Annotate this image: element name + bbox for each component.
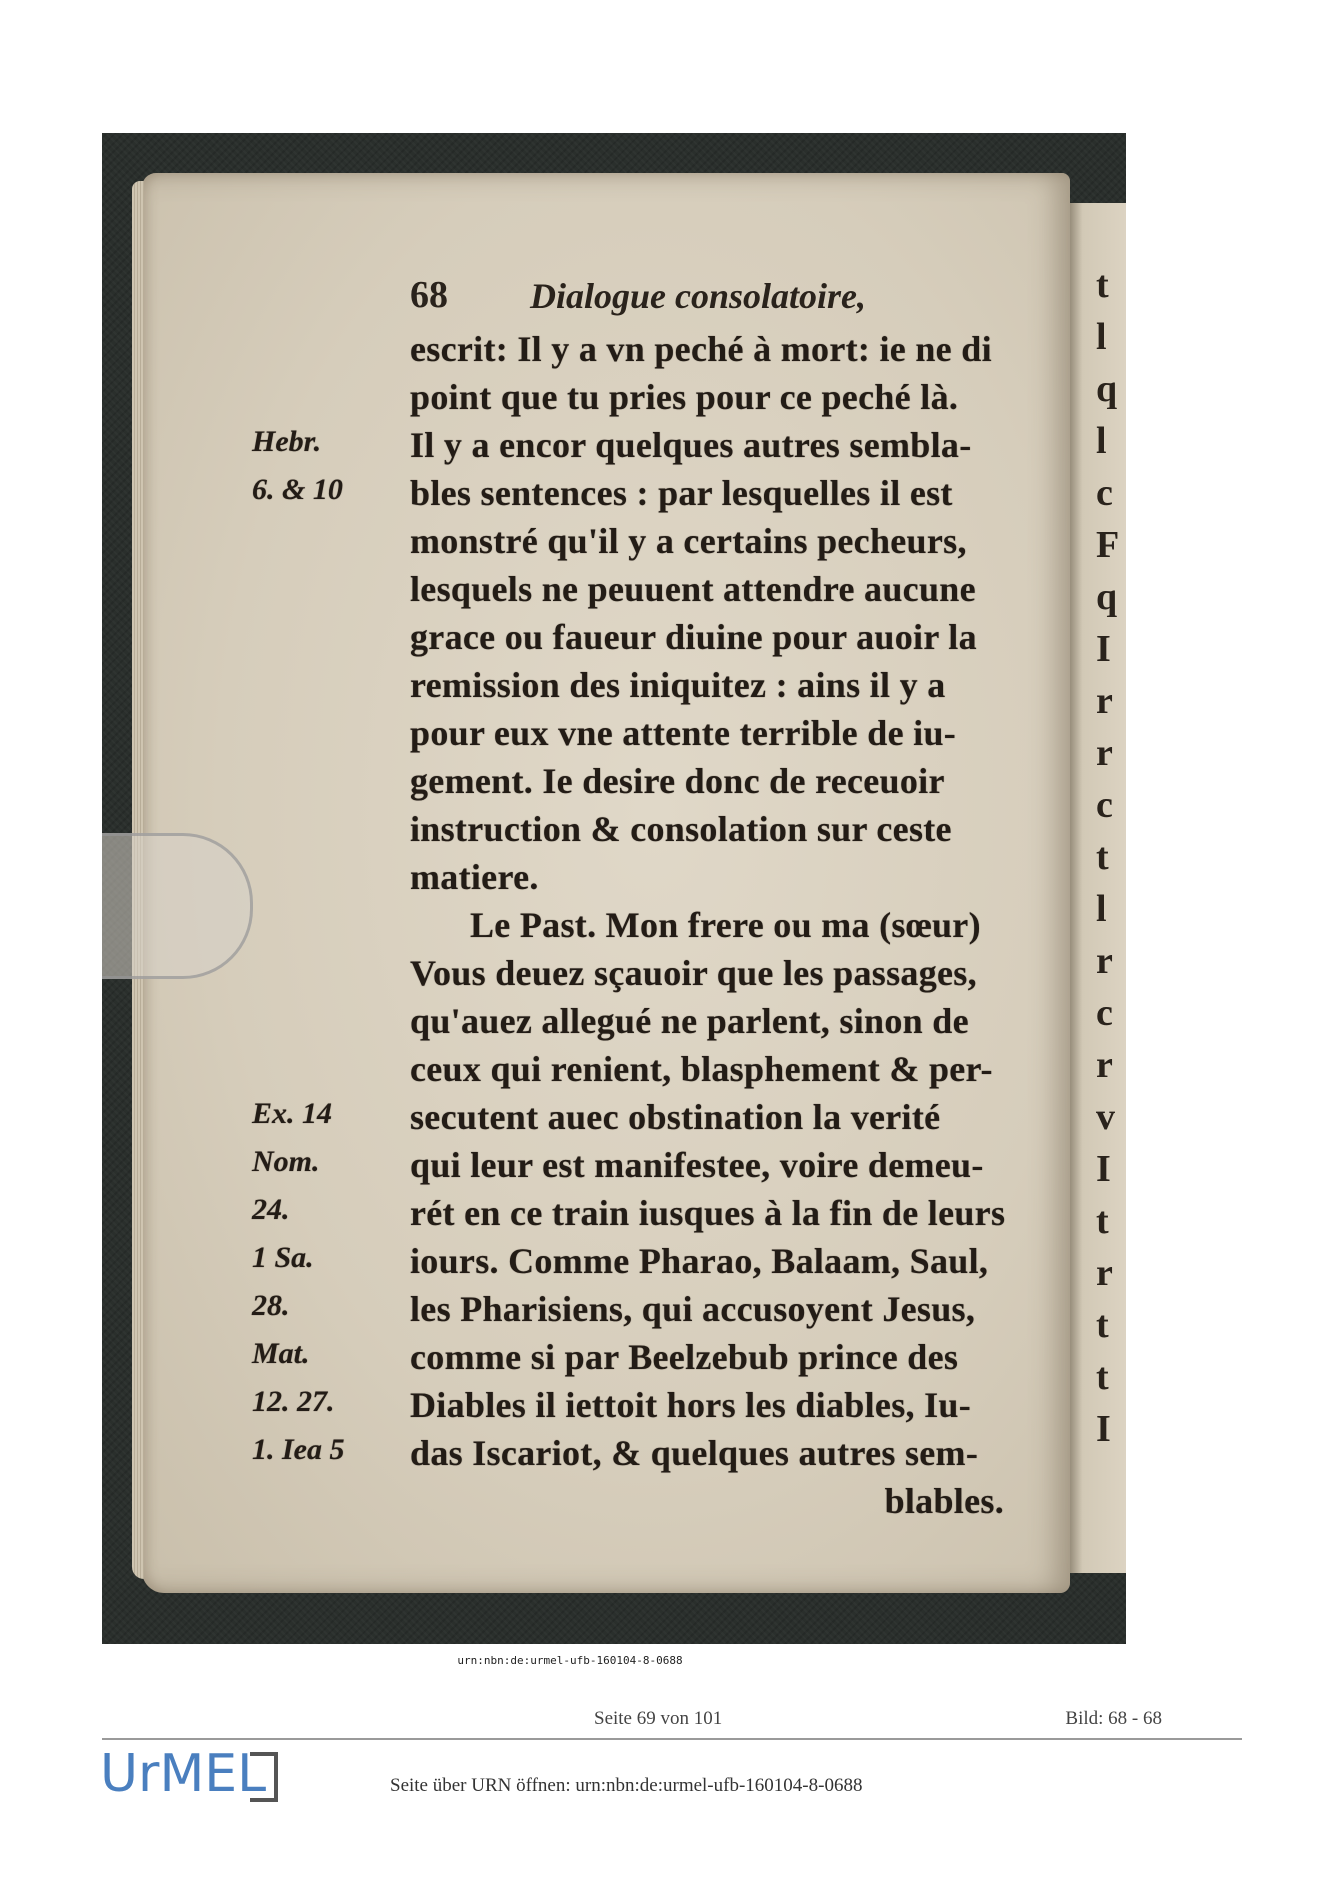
logo-text: UrMEL — [100, 1744, 267, 1804]
text-line: les Pharisiens, qui accusoyent Jesus, — [410, 1289, 976, 1329]
text-line: comme si par Beelzebub prince des — [410, 1337, 959, 1377]
footer-divider — [102, 1738, 1242, 1740]
facing-page-glyph: l — [1096, 316, 1107, 358]
page-counter: Seite 69 von 101 — [594, 1708, 723, 1729]
page-text — [410, 325, 1010, 1525]
book-page — [142, 173, 1070, 1593]
facing-page-glyph: I — [1096, 1148, 1111, 1190]
facing-page-glyph: c — [1096, 472, 1113, 514]
text-line: instruction & consolation sur ceste — [410, 809, 952, 849]
text-line: secutent auec obstination la verité — [410, 1097, 941, 1137]
margin-note: Mat. — [252, 1337, 310, 1370]
text-line: bles sentences : par lesquelles il est — [410, 473, 953, 513]
facing-page-glyph: I — [1096, 628, 1111, 670]
margin-note: 1 Sa. — [252, 1241, 314, 1274]
running-head — [410, 273, 970, 325]
facing-page-glyph: t — [1096, 1356, 1109, 1398]
text-line: qui leur est manifestee, voire demeu- — [410, 1145, 984, 1185]
facing-page-glyph: F — [1096, 524, 1120, 566]
facing-page-glyph: q — [1096, 576, 1118, 618]
text-line: Le Past. Mon frere ou ma (sœur) — [470, 905, 981, 945]
facing-page-glyph: t — [1096, 836, 1109, 878]
text-line: gement. Ie desire donc de receuoir — [410, 761, 945, 801]
margin-note: 28. — [252, 1289, 290, 1322]
text-line: ceux qui renient, blasphement & per- — [410, 1049, 993, 1089]
book-clip — [102, 833, 253, 979]
facing-page-glyph: c — [1096, 784, 1113, 826]
text-line: Diables il iettoit hors les diables, Iu- — [410, 1385, 972, 1425]
text-line: qu'auez allegué ne parlent, sinon de — [410, 1001, 969, 1041]
facing-page-glyph: q — [1096, 368, 1118, 410]
margin-note: Hebr. — [252, 425, 322, 458]
facing-page-glyph: I — [1096, 1408, 1111, 1450]
margin-note: 12. 27. — [252, 1385, 335, 1418]
image-counter: Bild: 68 - 68 — [1065, 1708, 1162, 1729]
text-line: lesquels ne peuuent attendre aucune — [410, 569, 976, 609]
facing-page-glyph: c — [1096, 992, 1113, 1034]
open-urn-link-container — [390, 1775, 862, 1797]
footer-info — [102, 1700, 1242, 1736]
text-line: blables. — [884, 1481, 1004, 1521]
open-urn-link[interactable]: Seite über URN öffnen: urn:nbn:de:urmel-ufb-160104-8-0688 — [390, 1775, 863, 1796]
text-line: monstré qu'il y a certains pecheurs, — [410, 521, 967, 561]
facing-page-edge — [1068, 203, 1126, 1573]
facing-page-glyph: t — [1096, 264, 1109, 306]
facing-page-glyph: r — [1096, 940, 1113, 982]
text-line: rét en ce train iusques à la fin de leurs — [410, 1193, 1006, 1233]
facing-page-glyph: l — [1096, 888, 1107, 930]
text-line: pour eux vne attente terrible de iu- — [410, 713, 957, 753]
logo-bracket-icon — [250, 1752, 278, 1802]
text-line: point que tu pries pour ce peché là. — [410, 377, 959, 417]
text-line: escrit: Il y a vn peché à mort: ie ne di — [410, 329, 992, 369]
text-line: das Iscariot, & quelques autres sem- — [410, 1433, 979, 1473]
facing-page-glyph: r — [1096, 1252, 1113, 1294]
facing-page-glyph: r — [1096, 680, 1113, 722]
facing-page-glyph: l — [1096, 420, 1107, 462]
text-line: grace ou faueur diuine pour auoir la — [410, 617, 977, 657]
margin-note: 24. — [252, 1193, 290, 1226]
running-title: Dialogue consolatoire, — [530, 276, 867, 316]
facing-page-glyph: t — [1096, 1200, 1109, 1242]
text-line: Vous deuez sçauoir que les passages, — [410, 953, 977, 993]
text-line: matiere. — [410, 857, 539, 897]
facing-page-glyph: r — [1096, 732, 1113, 774]
margin-note: 1. Iea 5 — [252, 1433, 345, 1466]
facing-page-glyph: r — [1096, 1044, 1113, 1086]
margin-note: Ex. 14 — [252, 1097, 333, 1130]
text-line: remission des iniquitez : ains il y a — [410, 665, 946, 705]
facing-page-glyph: v — [1096, 1096, 1115, 1138]
text-line: Il y a encor quelques autres sembla- — [410, 425, 972, 465]
page-number: 68 — [410, 274, 448, 316]
urn-caption: urn:nbn:de:urmel-ufb-160104-8-0688 — [457, 1654, 683, 1667]
text-line: iours. Comme Pharao, Balaam, Saul, — [410, 1241, 989, 1281]
urmel-logo — [100, 1744, 280, 1804]
facing-page-glyph: t — [1096, 1304, 1109, 1346]
margin-note: 6. & 10 — [252, 473, 343, 506]
margin-note: Nom. — [252, 1145, 320, 1178]
scanned-page-image — [102, 133, 1126, 1644]
